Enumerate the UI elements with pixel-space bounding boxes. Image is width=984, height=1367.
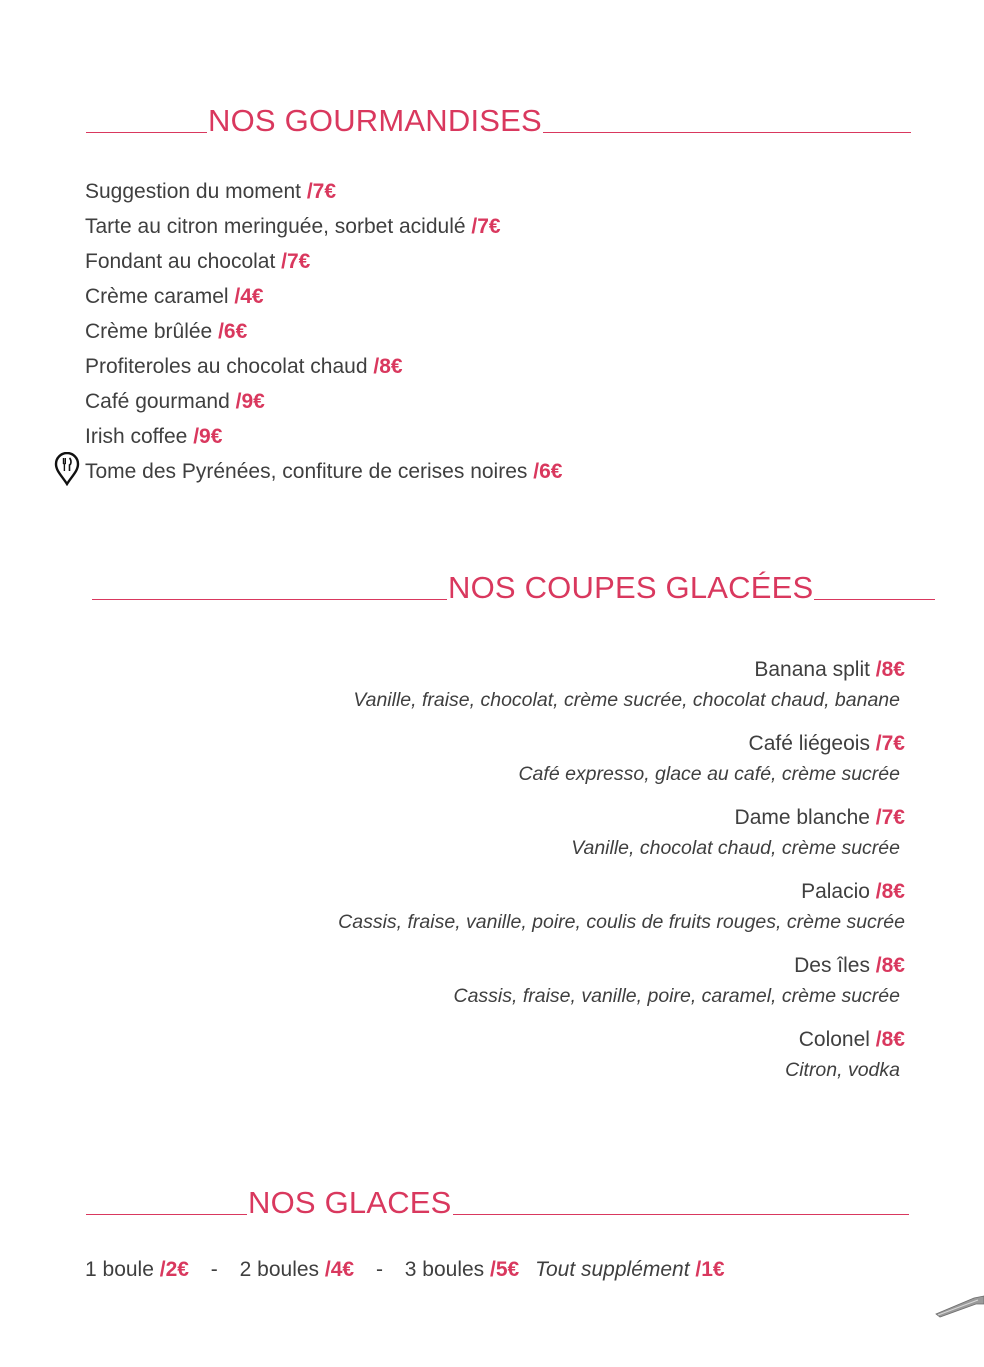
coupe-item [338,655,905,715]
item-price: /9€ [193,425,223,448]
section-title-text: NOS GLACES [248,1185,452,1220]
glaces-pricing [85,1253,725,1287]
coupe-price: /7€ [875,806,905,829]
item-price: /7€ [306,180,337,203]
coupe-name: Banana split [754,658,870,681]
item-price: /8€ [373,355,403,378]
menu-item [85,174,562,209]
title-rule-left [92,599,447,600]
item-price: /9€ [235,390,265,413]
map-pin-fork-icon[interactable] [54,452,80,486]
separator: - [210,1258,218,1281]
menu-item [85,244,562,279]
item-name: Suggestion du moment [85,180,301,203]
coupe-name: Café liégeois [748,732,870,755]
item-name: Crème brûlée [85,320,213,343]
coupe-description: Cassis, fraise, vanille, poire, coulis de fruits rouges, crème sucrée [338,911,905,933]
coupe-description: Citron, vodka [785,1059,900,1081]
coupe-name: Palacio [801,880,870,903]
glace-three-price: /5€ [490,1258,520,1281]
glace-one-label: 1 boule [85,1258,154,1281]
coupe-description: Cassis, fraise, vanille, poire, caramel, crème sucrée [453,985,900,1007]
coupe-name: Des îles [794,954,870,977]
pen-nib-icon [934,1290,984,1320]
title-rule-left [86,1214,247,1215]
menu-item [85,209,562,244]
separator: - [375,1258,383,1281]
item-name: Café gourmand [85,390,230,413]
glace-one-price: /2€ [159,1258,189,1281]
coupe-price: /8€ [875,658,905,681]
coupe-description: Vanille, chocolat chaud, crème sucrée [571,837,900,859]
item-name: Tome des Pyrénées, confiture de cerises noires [85,460,528,483]
glace-two-price: /4€ [324,1258,355,1281]
coupe-description: Vanille, fraise, chocolat, crème sucrée, chocolat chaud, banane [353,689,900,711]
coupe-item [338,803,905,863]
coupe-name: Dame blanche [734,806,870,829]
item-name: Tarte au citron meringuée, sorbet acidulé [85,215,466,238]
coupe-price: /8€ [875,954,905,977]
item-name: Irish coffee [85,425,188,448]
section-title-coupes [92,572,935,603]
section-title-text: NOS COUPES GLACÉES [448,570,814,605]
glace-three-label: 3 boules [404,1258,485,1281]
item-price: /7€ [471,215,501,238]
menu-item [85,454,562,489]
glace-two-label: 2 boules [239,1258,320,1281]
coupe-item [338,1025,905,1085]
coupe-item [338,951,905,1011]
menu-item [85,419,562,454]
item-price: /6€ [218,320,248,343]
coupe-price: /8€ [875,1028,905,1051]
coupe-item [338,877,905,937]
title-rule-right [453,1214,909,1215]
menu-item [85,279,562,314]
item-price: /7€ [281,250,311,273]
coupe-description: Café expresso, glace au café, crème sucrée [518,763,900,785]
coupe-item [338,729,905,789]
title-rule-right [543,132,911,133]
supplement-price: /1€ [695,1258,725,1281]
menu-item [85,349,562,384]
section-title-glaces [86,1187,909,1218]
gourmandises-list [85,174,562,489]
menu-item [85,384,562,419]
section-title-gourmandises [86,105,911,136]
menu-item [85,314,562,349]
coupes-list [338,655,905,1099]
item-name: Crème caramel [85,285,229,308]
item-name: Fondant au chocolat [85,250,276,273]
item-name: Profiteroles au chocolat chaud [85,355,368,378]
supplement-label: Tout supplément [535,1258,690,1281]
item-price: /4€ [234,285,264,308]
title-rule-left [86,132,207,133]
title-rule-right [814,599,935,600]
section-title-text: NOS GOURMANDISES [208,103,542,138]
coupe-price: /8€ [875,880,905,903]
coupe-name: Colonel [798,1028,870,1051]
coupe-price: /7€ [875,732,905,755]
item-price: /6€ [533,460,563,483]
